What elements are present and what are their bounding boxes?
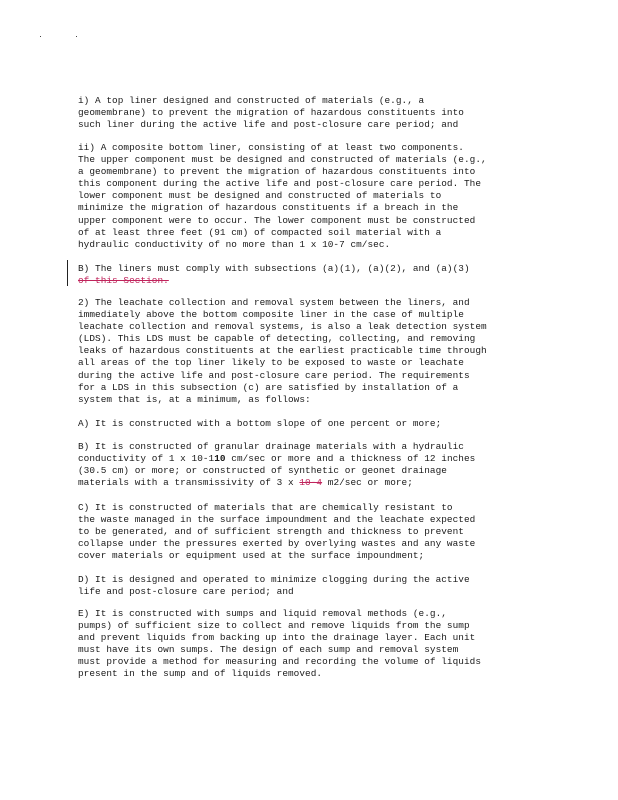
paragraph-A-slope <box>78 418 548 430</box>
paragraph-i <box>78 95 548 131</box>
text-line: C) It is constructed of materials that are chemically resistant to <box>78 502 453 513</box>
paragraph-2 <box>78 297 548 406</box>
text-line: all areas of the top liner likely to be exposed to waste or leachate <box>78 357 464 369</box>
text-line: cover materials or equipment used at the surface impoundment; <box>78 550 425 562</box>
text-segment: conductivity of 1 x 10-1 <box>78 453 215 465</box>
text-line: ii) A composite bottom liner, consisting of at least two components. <box>78 142 464 153</box>
text-line: leachate collection and removal systems, is also a leak detection system <box>78 321 487 333</box>
paragraph-D-clogging <box>78 574 548 598</box>
paragraph-B-drainage <box>78 441 548 489</box>
text-line: a geomembrane) to prevent the migration of hazardous constituents into <box>78 166 476 178</box>
inserted-text: 10 <box>214 453 226 465</box>
text-line <box>78 275 548 287</box>
text-line: lower component must be designed and constructed of materials to <box>78 190 442 202</box>
paragraph-ii <box>78 142 548 251</box>
text-line: collapse under the pressures exerted by overlying wastes and any waste <box>78 538 476 550</box>
text-line: upper component were to occur. The lower component must be constructed <box>78 214 476 226</box>
struck-text: 10-4 <box>299 477 323 489</box>
text-line: must have its own sumps. The design of each sump and removal system <box>78 644 459 656</box>
text-line: pumps) of sufficient size to collect and remove liquids from the sump <box>78 620 470 632</box>
struck-text: of this Section. <box>78 275 169 287</box>
paragraph-E-sumps <box>78 608 548 681</box>
text-line: i) A top liner designed and constructed of materials (e.g., a <box>78 95 425 106</box>
text-line <box>78 453 548 465</box>
text-line: (LDS). This LDS must be capable of detecting, collecting, and removing <box>78 333 476 345</box>
text-line: of at least three feet (91 cm) of compacted soil material with a <box>78 226 442 238</box>
text-line: (30.5 cm) or more; or constructed of synthetic or geonet drainage <box>78 465 447 477</box>
text-line <box>78 477 548 489</box>
text-line: for a LDS in this subsection (c) are satisfied by installation of a <box>78 381 459 393</box>
text-line: system that is, at a minimum, as follows: <box>78 393 311 405</box>
text-line: immediately above the bottom composite liner in the case of multiple <box>78 309 464 321</box>
text-line: to be generated, and of sufficient strength and thickness to prevent <box>78 526 464 538</box>
text-line: the waste managed in the surface impoundment and the leachate expected <box>78 514 476 526</box>
text-line: must provide a method for measuring and recording the volume of liquids <box>78 656 481 668</box>
text-line: present in the sump and of liquids removed. <box>78 668 323 680</box>
text-line: such liner during the active life and post-closure care period; and <box>78 119 459 131</box>
text-segment: cm/sec or more and a thickness of 12 inches <box>225 453 476 465</box>
text-line: D) It is designed and operated to minimize clogging during the active <box>78 574 470 585</box>
text-segment: m2/sec or more; <box>322 477 413 489</box>
text-line: B) It is constructed of granular drainage materials with a hydraulic <box>78 441 464 452</box>
text-line: A) It is constructed with a bottom slope of one percent or more; <box>78 418 442 429</box>
paragraph-B-liners <box>78 263 548 287</box>
text-line: B) The liners must comply with subsections (a)(1), (a)(2), and (a)(3) <box>78 263 470 274</box>
text-line: hydraulic conductivity of no more than 1 x 10-7 cm/sec. <box>78 238 391 250</box>
revision-change-bar <box>67 260 68 286</box>
text-line: The upper component must be designed and constructed of materials (e.g., <box>78 154 487 166</box>
text-line: during the active life and post-closure care period. The requirements <box>78 369 470 381</box>
text-line: and prevent liquids from backing up into the drainage layer. Each unit <box>78 632 476 644</box>
text-line: 2) The leachate collection and removal system between the liners, and <box>78 297 470 308</box>
scan-speck <box>40 36 41 37</box>
text-line: E) It is constructed with sumps and liquid removal methods (e.g., <box>78 608 447 619</box>
text-line: this component during the active life and post-closure care period. The <box>78 178 481 190</box>
paragraph-C-resistant <box>78 502 548 562</box>
text-line: minimize the migration of hazardous constituents if a breach in the <box>78 202 459 214</box>
text-line: life and post-closure care period; and <box>78 586 294 598</box>
text-line: geomembrane) to prevent the migration of hazardous constituents into <box>78 107 464 119</box>
text-segment: materials with a transmissivity of 3 x <box>78 477 300 489</box>
text-line: leaks of hazardous constituents at the earliest practicable time through <box>78 345 487 357</box>
scan-speck <box>76 36 77 37</box>
